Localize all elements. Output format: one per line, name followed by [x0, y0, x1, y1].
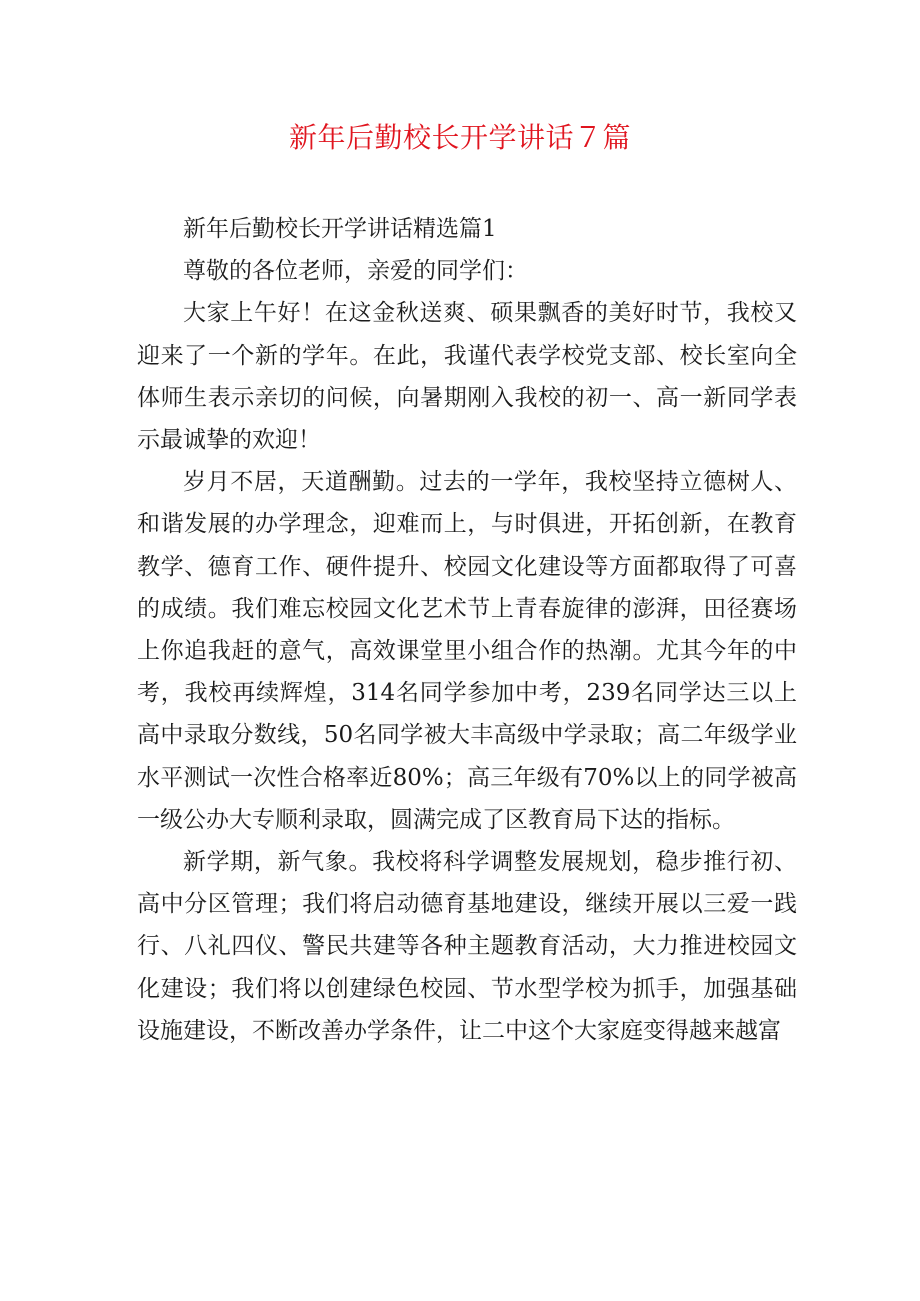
document-body [137, 208, 797, 1052]
section-heading: 新年后勤校长开学讲话精选篇1 [183, 216, 497, 242]
paragraph-2: 岁月不居，天道酬勤。过去的一学年，我校坚持立德树人、和谐发展的办学理念，迎难而上，与时俱进，开拓创新，在教育教学、德育工作、硬件提升、校园文化建设等方面都取得了可喜的成绩。我们难忘校园文化艺术节上青春旋律的澎湃，田径赛场上你追我赶的意气，高效课堂里小组合作的热潮。尤其今年的中考，我校再续辉煌，314名同学参加中考，239名同学达三以上高中录取分数线，50名同学被大丰高级中学录取；高二年级学业水平测试一次性合格率近80%；高三年级有70%以上的同学被高一级公办大专顺利录取，圆满完成了区教育局下达的指标。 [137, 469, 797, 833]
document-title: 新年后勤校长开学讲话７篇 [288, 121, 631, 154]
paragraph-3: 新学期，新气象。我校将科学调整发展规划，稳步推行初、高中分区管理；我们将启动德育基地建设，继续开展以三爱一践行、八礼四仪、警民共建等各种主题教育活动，大力推进校园文化建设；我们将以创建绿色校园、节水型学校为抓手，加强基础设施建设，不断改善办学条件，让二中这个大家庭变得越来越富 [137, 849, 797, 1044]
paragraph-1: 大家上午好！在这金秋送爽、硕果飘香的美好时节，我校又迎来了一个新的学年。在此，我谨代表学校党支部、校长室向全体师生表示亲切的问候，向暑期刚入我校的初一、高一新同学表示最诚挚的欢迎！ [137, 300, 797, 454]
salutation: 尊敬的各位老师，亲爱的同学们： [183, 258, 528, 285]
